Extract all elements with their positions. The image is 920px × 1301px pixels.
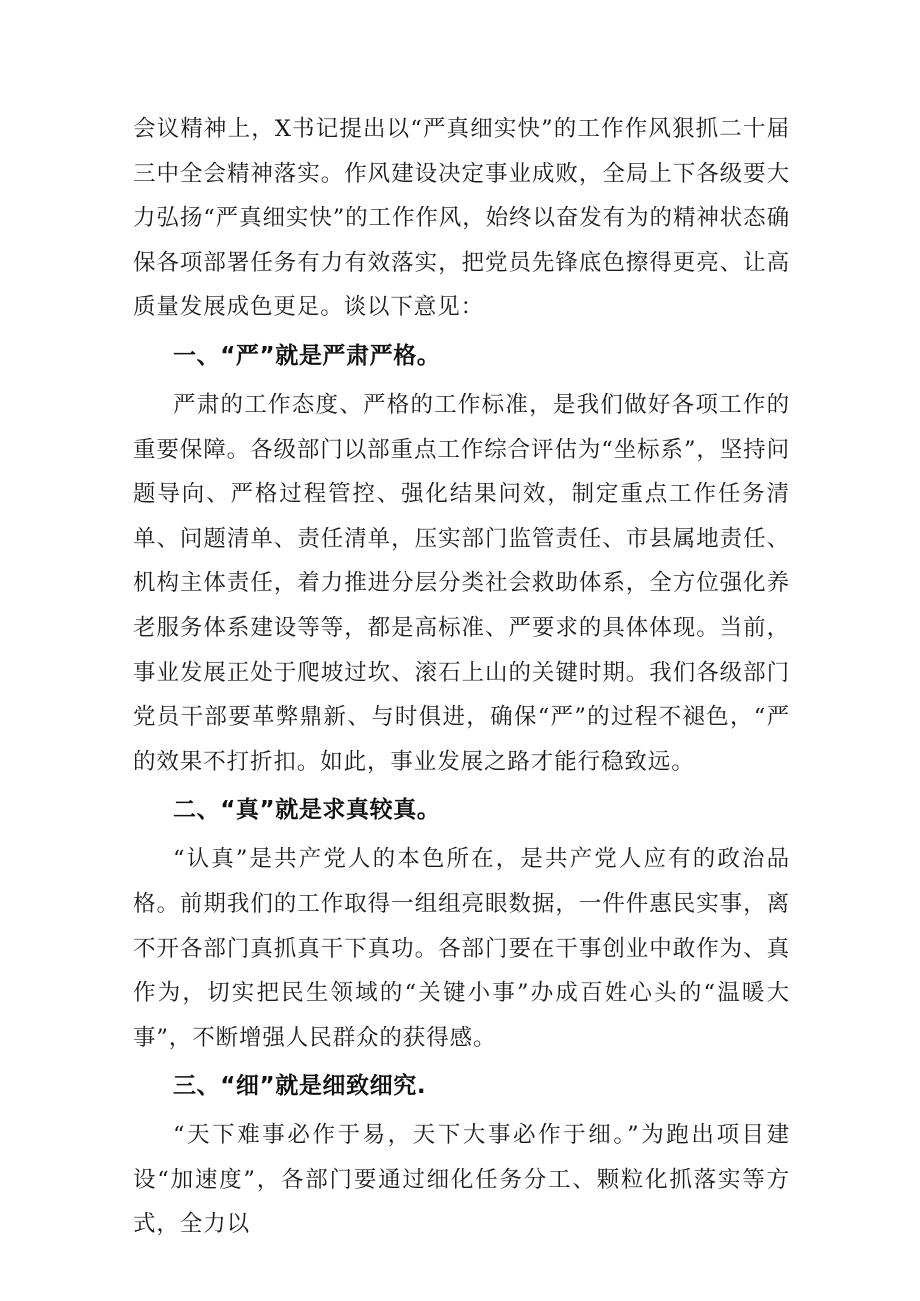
section-heading: 二、“真”就是求真较真。 <box>173 797 441 824</box>
section-yan <box>133 334 790 784</box>
section-paragraph: “天下难事必作于易，天下大事必作于细。”为跑出项目建设“加速度”，各部门要通过细化任务分工、颗粒化抓落实等方式，全力以 <box>133 1122 790 1238</box>
intro-paragraph: 会议精神上，X书记提出以“严真细实快”的工作作风狠抓二十届三中全会精神落实。作风建设决定事业成败，全局上下各级要大力弘扬“严真细实快”的工作作风，始终以奋发有为的精神状态确保各项部署任务有力有效落实，把党员先锋底色擦得更亮、让高质量发展成色更足。谈以下意见： <box>133 116 790 321</box>
section-heading: 一、“严”就是严肃严格。 <box>173 342 441 369</box>
section-paragraph: 严肃的工作态度、严格的工作标准，是我们做好各项工作的重要保障。各级部门以部重点工作综合评估为“坐标系”，坚持问题导向、严格过程管控、强化结果问效，制定重点工作任务清单、问题清单、责任清单，压实部门监管责任、市县属地责任、机构主体责任，着力推进分层分类社会救助体系，全方位强化养老服务体系建设等等，都是高标准、严要求的具体体现。当前，事业发展正处于爬坡过坎、滚石上山的关键时期。我们各级部门党员干部要革弊鼎新、与时俱进，确保“严”的过程不褪色，“严的效果不打折扣。如此，事业发展之路才能行稳致远。 <box>133 391 790 775</box>
section-heading: 三、“细”就是细致细究. <box>173 1073 427 1100</box>
section-zhen <box>133 788 790 1060</box>
section-xi <box>133 1064 790 1247</box>
section-paragraph: “认真”是共产党人的本色所在，是共产党人应有的政治品格。前期我们的工作取得一组组亮眼数据，一件件惠民实事，离不开各部门真抓真干下真功。各部门要在干事创业中敢作为、真作为，切实把民生领域的“关键小事”办成百姓心头的“温暖大事”，不断增强人民群众的获得感。 <box>133 846 790 1051</box>
